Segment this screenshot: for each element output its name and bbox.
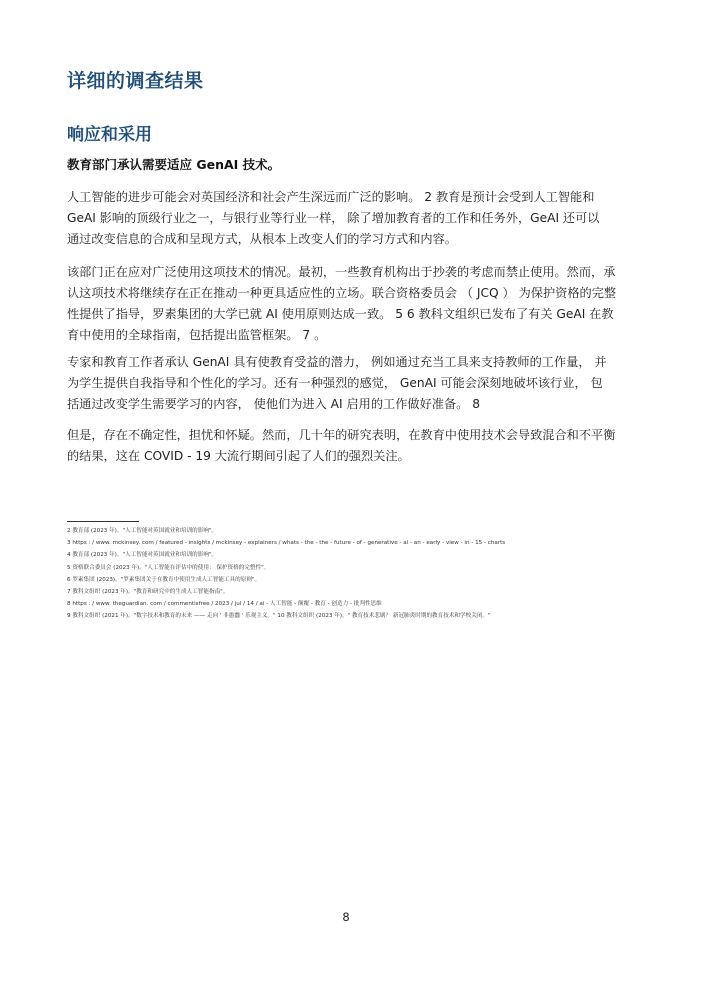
paragraph-line: 的结果，这在 COVID - 19 大流行期间引起了人们的强烈关注。 xyxy=(67,449,410,463)
paragraph xyxy=(67,425,647,467)
paragraph-line: GeAI 影响的顶级行业之一，与银行业等行业一样， 除了增加教育者的工作和任务外，GeAI 还可以 xyxy=(67,211,600,225)
footnote: 7 教科文组织 (2023 年)。"教育和研究中的生成人工智能指南"。 xyxy=(67,589,229,596)
footnote: 2 教育部 (2023 年)。"人工智能对英国就业和培训的影响"。 xyxy=(67,528,218,534)
paragraph-line: 通过改变信息的合成和呈现方式，从根本上改变人们的学习方式和内容。 xyxy=(67,232,457,246)
paragraph-line: 性提供了指导，罗素集团的大学已就 AI 使用原则达成一致。 5 6 教科文组织已发布了有关 GeAI 在教 xyxy=(67,307,614,321)
paragraph-line: 育中使用的全球指南，包括提出监管框架。 7 。 xyxy=(67,328,327,342)
footnote: 3 https : / www. mckinsey. com / featured - insights / mckinsey - explainers / whats - the - the - future - of - generative - ai - an - early - view - in - 15 - charts xyxy=(67,540,506,547)
subsection-title: 响应和采用 xyxy=(67,125,152,145)
footnote-divider xyxy=(67,521,139,522)
page-number: 8 xyxy=(342,910,350,924)
paragraph-line: 认这项技术将继续存在正在推动一种更具适应性的立场。联合资格委员会 （ JCQ ） 为保护资格的完整 xyxy=(67,286,617,300)
lead-sentence: 教育部门承认需要适应 GenAI 技术。 xyxy=(67,157,281,172)
footnotes xyxy=(67,525,657,623)
paragraph-line: 为学生提供自我指导和个性化的学习。还有一种强烈的感觉， GenAI 可能会深刻地破坏该行业， 包 xyxy=(67,376,603,390)
paragraph-line: 但是，存在不确定性，担忧和怀疑。然而，几十年的研究表明，在教育中使用技术会导致混合和不平衡 xyxy=(67,428,616,442)
paragraph-line: 括通过改变学生需要学习的内容， 使他们为进入 AI 启用的工作做好准备。 8 xyxy=(67,397,480,411)
footnote: 5 资格联合委员会 (2023 年)。"人工智能在评估中的使用： 保护资格的完整性"。 xyxy=(67,564,270,571)
footnote: 4 教育部 (2023 年)。"人工智能对英国就业和培训的影响"。 xyxy=(67,552,218,559)
paragraph-line: 专家和教育工作者承认 GenAI 具有使教育受益的潜力， 例如通过充当工具来支持教师的工作量， 并 xyxy=(67,355,607,369)
paragraph xyxy=(67,352,647,415)
paragraph-line: 该部门正在应对广泛使用这项技术的情况。最初，一些教育机构出于抄袭的考虑而禁止使用。然而，承 xyxy=(67,265,616,279)
paragraph-line: 人工智能的进步可能会对英国经济和社会产生深远而广泛的影响。 2 教育是预计会受到人工智能和 xyxy=(67,190,595,204)
paragraph xyxy=(67,187,647,250)
section-title: 详细的调查结果 xyxy=(67,70,204,92)
footnote: 8 https : / www. theguardian. com / commentisfree / 2023 / jul / 14 / ai - 人工智能 - 颠覆 - 教育 - 创造力 - 批判性思维 xyxy=(67,601,382,608)
paragraph xyxy=(67,262,647,346)
footnote: 9 教科文组织 (2021 年)。"数字技术和教育的未来 —— 走向 ' 非愚蠢 ' 乐观主义。" 10 教科文组织 (2023 年)。" 教育技术悲剧？ 新冠肺炎时期的教育技术和学校关闭。" xyxy=(67,613,491,620)
footnote: 6 罗素集团 (2023)。"罗素集团关于在教育中使用生成人工智能工具的原则"。 xyxy=(67,576,261,583)
